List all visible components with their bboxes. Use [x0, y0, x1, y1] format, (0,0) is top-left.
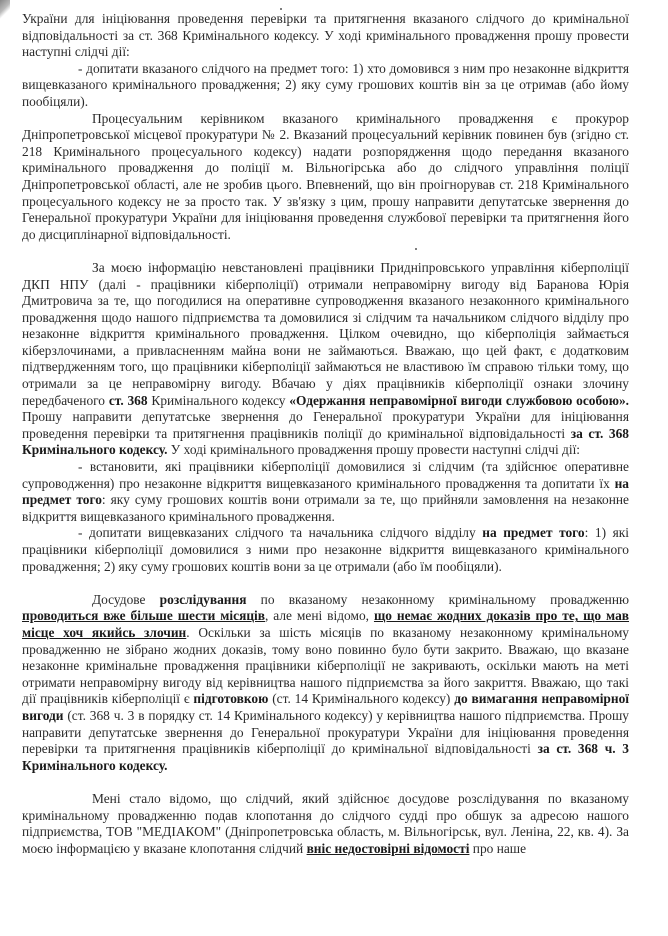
- emphasis-underlined-text: що немає жодних доказів про те, що мав місце хоч якийсь злочин: [22, 608, 630, 640]
- body-text: , але мені відомо,: [265, 608, 374, 624]
- emphasis-underlined-text: вніс недостовірні відомості: [306, 840, 470, 856]
- paragraph: [22, 592, 629, 775]
- body-text: (ст. 14 Кримінального кодексу): [268, 691, 455, 707]
- paragraph: [22, 791, 629, 857]
- bold-text: «Одержання неправомірної вигоди службовою особою».: [289, 392, 629, 408]
- scan-speck: [280, 8, 282, 10]
- body-text: про наше: [469, 840, 527, 856]
- paragraph: [22, 459, 629, 525]
- scan-corner-shadow: [0, 0, 10, 22]
- bold-text: за ст. 368 ч. 3 Кримінального кодексу.: [22, 741, 629, 773]
- emphasis-underlined-text: проводиться вже більше шести місяців: [22, 608, 266, 624]
- document-page: [22, 11, 629, 857]
- bold-text: на предмет того: [482, 525, 585, 541]
- bold-text: підготовкою: [193, 691, 269, 707]
- body-text: . Оскільки за шість місяців по вказаному незаконному кримінальному провадженню не зібрано жодних доказів, тому воно повинно було бути закрито. Вважаю, що вказане незаконне кримінальне провадження працівники кіберполіції не закривають, оскільки мають на меті отримати неправомірну вигоду від керівництва нашого підприємства за його закриття. Вважаю, що такі дії працівників кіберполіції є: [22, 624, 629, 707]
- bold-text: на предмет того: [22, 475, 629, 508]
- body-text: - допитати вказаного слідчого на предмет того: 1) хто домовився з ним про незаконне відкриття вищевказаного кримінального провадження; 2) яку суму грошових коштів він за це отримав (або йому пообіцяли).: [22, 60, 629, 109]
- body-text: - допитати вищевказаних слідчого та начальника слідчого відділу: [78, 525, 483, 541]
- body-text: Процесуальним керівником вказаного кримінального провадження є прокурор Дніпропетровської місцевої прокуратури № 2. Вказаний процесуальний керівник повинен був (згідно ст. 218 Кримінального процесуального кодексу) надати розпорядження щодо передання вказаного кримінального провадження до поліції м. Вільногірська або до слідчого управління поліції Дніпропетровської області, але не зробив цього. Впевнений, що він проігнорував ст. 218 Кримінального процесуального кодексу не за просто так. У зв'язку з цим, прошу направити депутатське звернення до Генеральної прокуратури України для ініціювання проведення службової перевірки та притягнення його до дисциплінарної відповідальності.: [22, 110, 629, 242]
- body-text: по вказаному незаконному кримінальному провадженню: [246, 591, 629, 607]
- body-text: України для ініціювання проведення перевірки та притягнення вказаного слідчого до кримінальної відповідальності за ст. 368 Кримінального кодексу. У ході кримінального провадження прошу провести наступні слідчі дії:: [22, 11, 629, 60]
- bold-text: ст. 368: [108, 392, 148, 408]
- body-text: Прошу направити депутатське звернення до Генеральної прокуратури України для ініціювання проведення перевірки та притягнення працівників поліції до кримінальної відповідальності: [22, 409, 629, 441]
- body-text: У ході кримінального провадження прошу провести наступні слідчі дії:: [167, 442, 581, 458]
- body-text: Кримінального кодексу: [147, 392, 290, 408]
- body-text: (ст. 368 ч. 3 в порядку ст. 14 Кримінального кодексу) у керівництва нашого підприємства. Прошу направити депутатське звернення до Генеральної прокуратури України для ініціювання проведення перевірки та притягнення працівників кіберполіції до кримінальної відповідальності: [22, 707, 629, 757]
- paragraph: [22, 525, 629, 575]
- paragraph: [22, 11, 629, 61]
- bold-text: за ст. 368 Кримінального кодексу.: [22, 425, 629, 458]
- bold-text: до вимагання неправомірної вигоди: [22, 691, 629, 723]
- bold-text: розслідування: [159, 591, 247, 607]
- body-text: За моєю інформацію невстановлені працівники Придніпровського управління кіберполіції ДКП НПУ (далі - працівники кіберполіції) отримали неправомірну вигоду від Баранова Юрія Дмитровича за те, що погодилися на оперативне супроводження вказаного незаконного кримінального провадження щодо нашого підприємства та домовилися зі слідчим та начальником слідчого відділу про незаконне відкриття кримінального провадження. Цілком очевидно, що кіберполіція займається кіберзлочинами, а привласненням майна вони не займаються. Вважаю, що цей факт, є додатковим підтвердженням того, що працівники кіберполіції займаються не властивою їм справою тільки тому, що отримали за це неправомірну вигоду. Вбачаю у діях працівників кіберполіції ознаки злочину передбаченого: [22, 259, 629, 408]
- body-text: Мені стало відомо, що слідчий, який здійснює досудове розслідування по вказаному кримінальному провадженню подав клопотання до слідчого судді про обшук за адресою нашого підприємства, ТОВ "МЕДІАКОМ" (Дніпропетровська область, м. Вільногірськ, вул. Леніна, 22, кв. 4). За моєю інформацією у вказане клопотання слідчий: [22, 790, 629, 856]
- paragraph: [22, 260, 629, 459]
- body-text: - встановити, які працівники кіберполіції домовилися зі слідчим (та здійснює оперативне супроводження) про незаконне відкриття вищевказаного кримінального провадження та допитати їх: [22, 459, 629, 491]
- paragraph: [22, 61, 629, 111]
- body-text: : яку суму грошових коштів вони отримали за те, що прийняли замовлення на незаконне відкриття вищевказаного кримінального провадження.: [22, 492, 630, 524]
- body-text: : 1) які працівники кіберполіції домовилися з ними про незаконне відкриття вищевказаного кримінального провадження; 2) яку суму грошових коштів вони за це отримали (або їм пообіцяли).: [22, 525, 629, 574]
- body-text: Досудове: [92, 591, 160, 607]
- paragraph: [22, 111, 629, 244]
